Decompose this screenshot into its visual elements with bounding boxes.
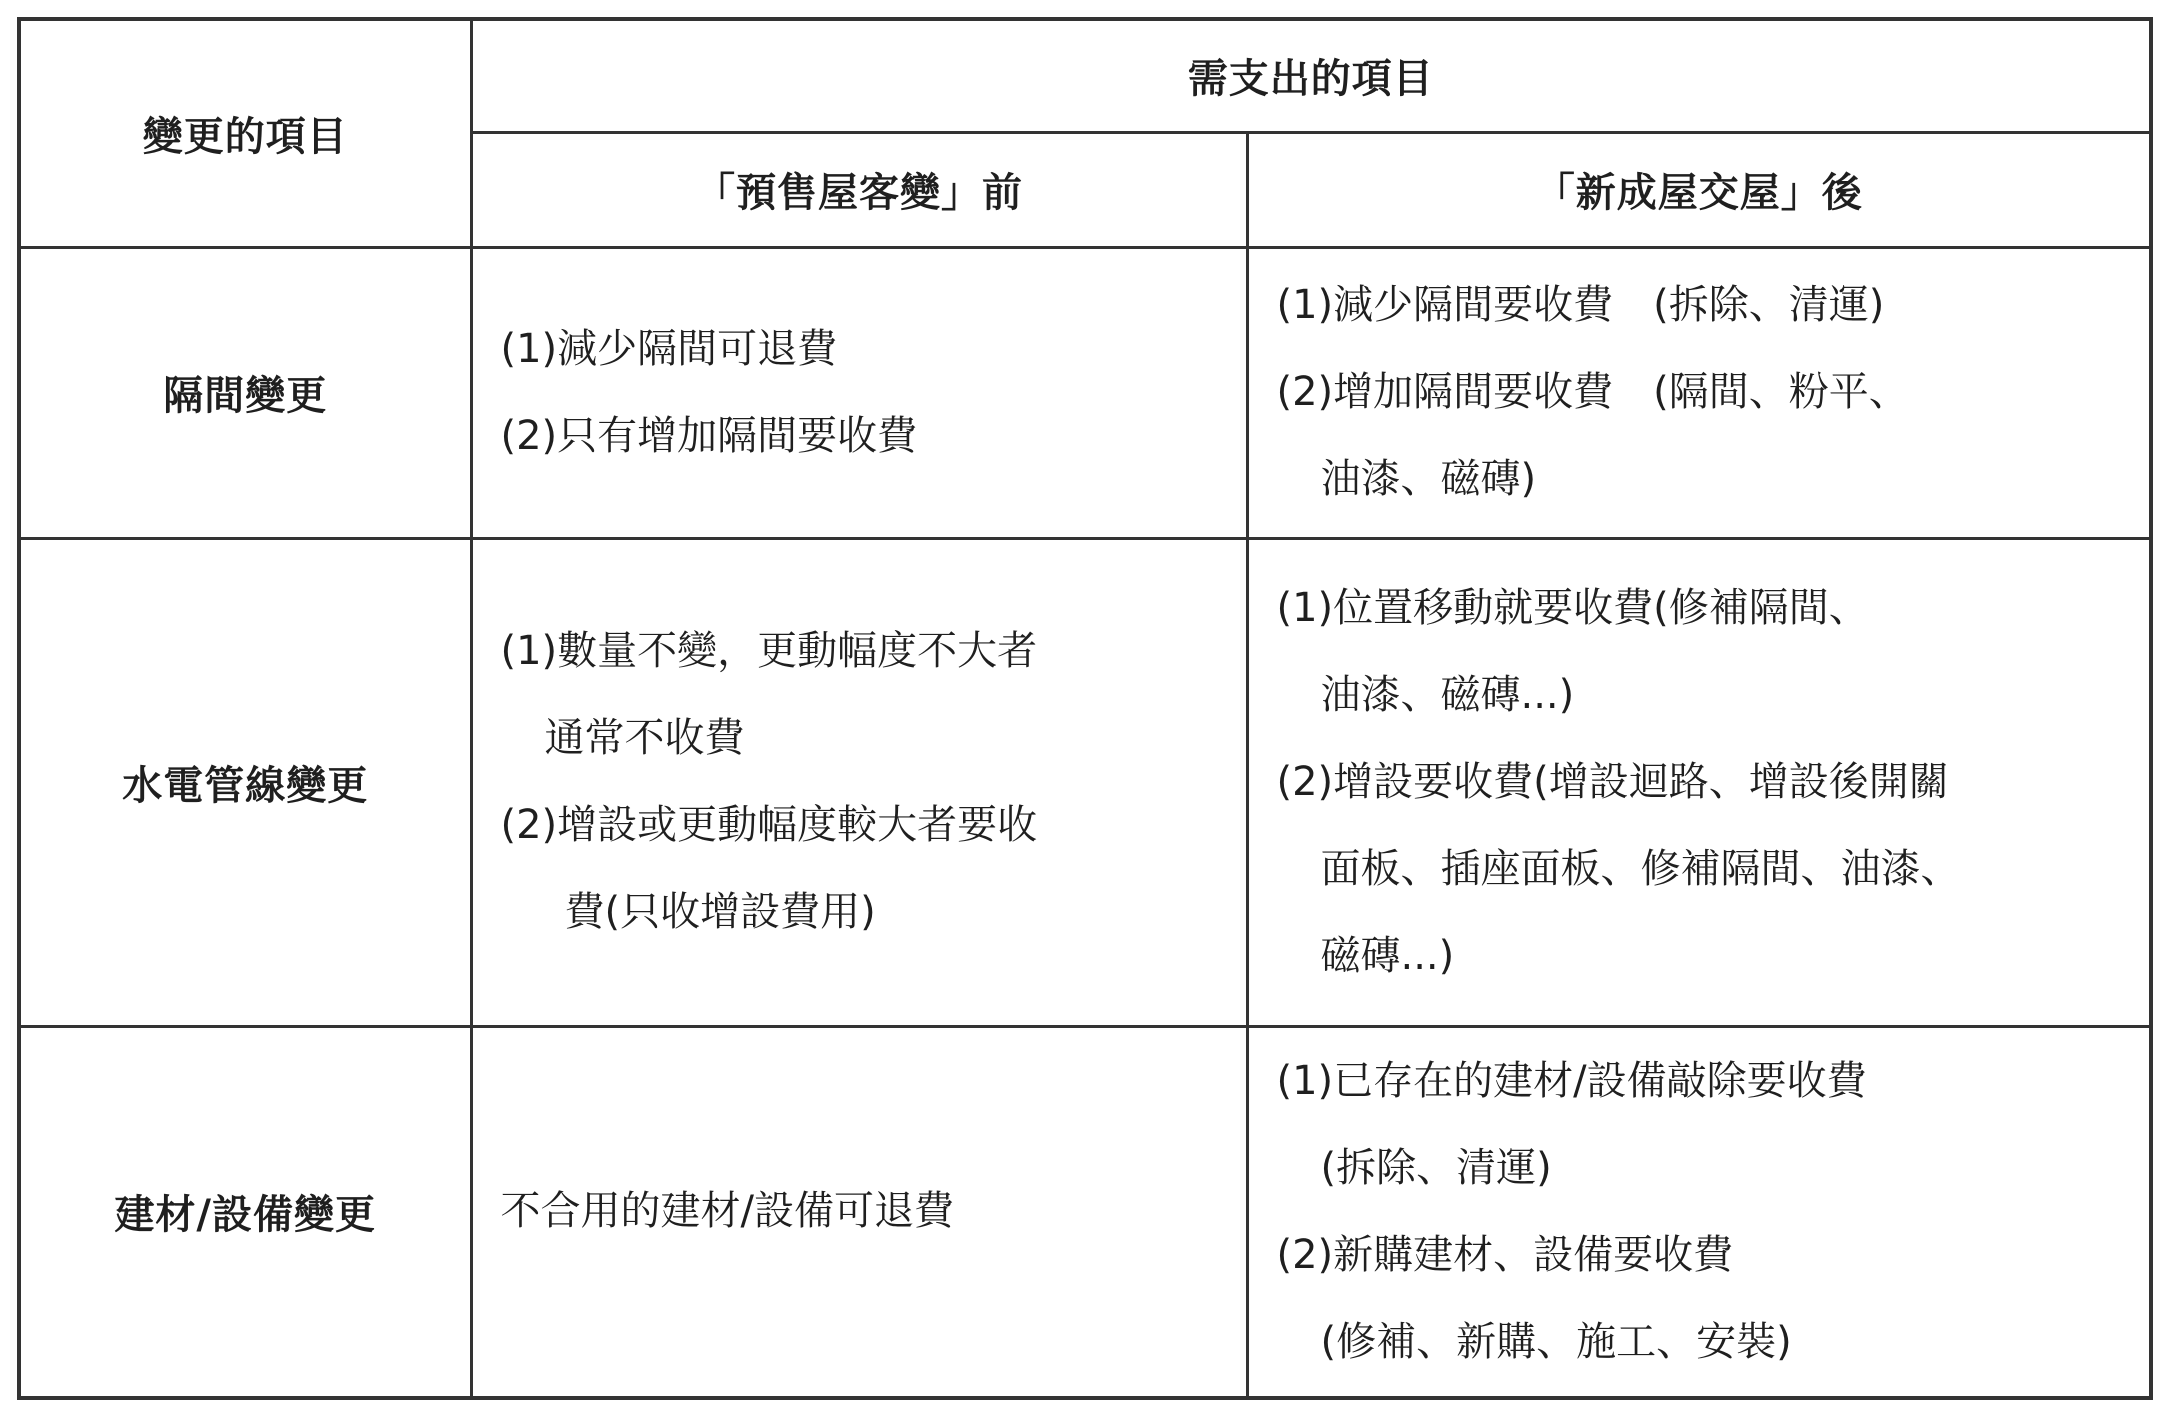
cell-line: 費(只收增設費用) (564, 889, 876, 935)
before-cell (471, 538, 1247, 1026)
cell-line: (1)位置移動就要收費(修補隔間、 (1276, 584, 1869, 631)
cell-line: 磁磚...) (1320, 932, 1455, 979)
expense-table (17, 17, 2153, 1400)
header-row-top (19, 19, 2151, 132)
cell-line: (1)數量不變，更動幅度不大者 (500, 628, 1038, 674)
row-label-cell (19, 538, 471, 1026)
cell-line: (2)增設或更動幅度較大者要收 (500, 802, 1038, 848)
table-row (19, 1026, 2151, 1398)
cell-line: 不合用的建材/設備可退費 (500, 1188, 954, 1235)
header-after-label: 「新成屋交屋」後 (1534, 170, 1863, 216)
after-cell (1247, 538, 2151, 1026)
cell-line: (拆除、清運) (1320, 1144, 1552, 1191)
header-item-label: 變更的項目 (142, 113, 348, 160)
cell-line: (2)增加隔間要收費 (隔間、粉平、 (1276, 369, 1909, 415)
cell-line: (2)新購建材、設備要收費 (1276, 1231, 1734, 1278)
cell-line: (1)減少隔間要收費 (拆除、清運) (1276, 282, 1885, 328)
before-cell (471, 247, 1247, 538)
header-after-column (1247, 132, 2151, 247)
header-expense-label: 需支出的項目 (1187, 56, 1434, 103)
after-cell (1247, 1026, 2151, 1398)
cell-line: (1)減少隔間可退費 (500, 325, 838, 372)
before-cell (471, 1026, 1247, 1398)
row-label: 建材/設備變更 (114, 1192, 377, 1239)
header-before-column (471, 132, 1247, 247)
cell-line: 通常不收費 (544, 715, 745, 761)
table-row (19, 538, 2151, 1026)
cell-line: 油漆、磁磚...) (1320, 671, 1575, 718)
header-item-column (19, 19, 471, 247)
row-label-cell (19, 247, 471, 538)
cell-line: 油漆、磁磚) (1320, 456, 1537, 502)
cell-line: (2)增設要收費(增設迴路、增設後開關 (1276, 758, 1949, 805)
cell-line: 面板、插座面板、修補隔間、油漆、 (1320, 845, 1961, 892)
header-expense-group (471, 19, 2151, 132)
cell-line: (1)已存在的建材/設備敲除要收費 (1276, 1057, 1867, 1104)
row-label-cell (19, 1026, 471, 1398)
cell-line: (修補、新購、施工、安裝) (1320, 1318, 1792, 1365)
cell-line: (2)只有增加隔間要收費 (500, 412, 918, 459)
row-label: 隔間變更 (163, 373, 328, 419)
row-label: 水電管線變更 (122, 762, 369, 809)
after-cell (1247, 247, 2151, 538)
table-row (19, 247, 2151, 538)
header-before-label: 「預售屋客變」前 (695, 170, 1023, 216)
